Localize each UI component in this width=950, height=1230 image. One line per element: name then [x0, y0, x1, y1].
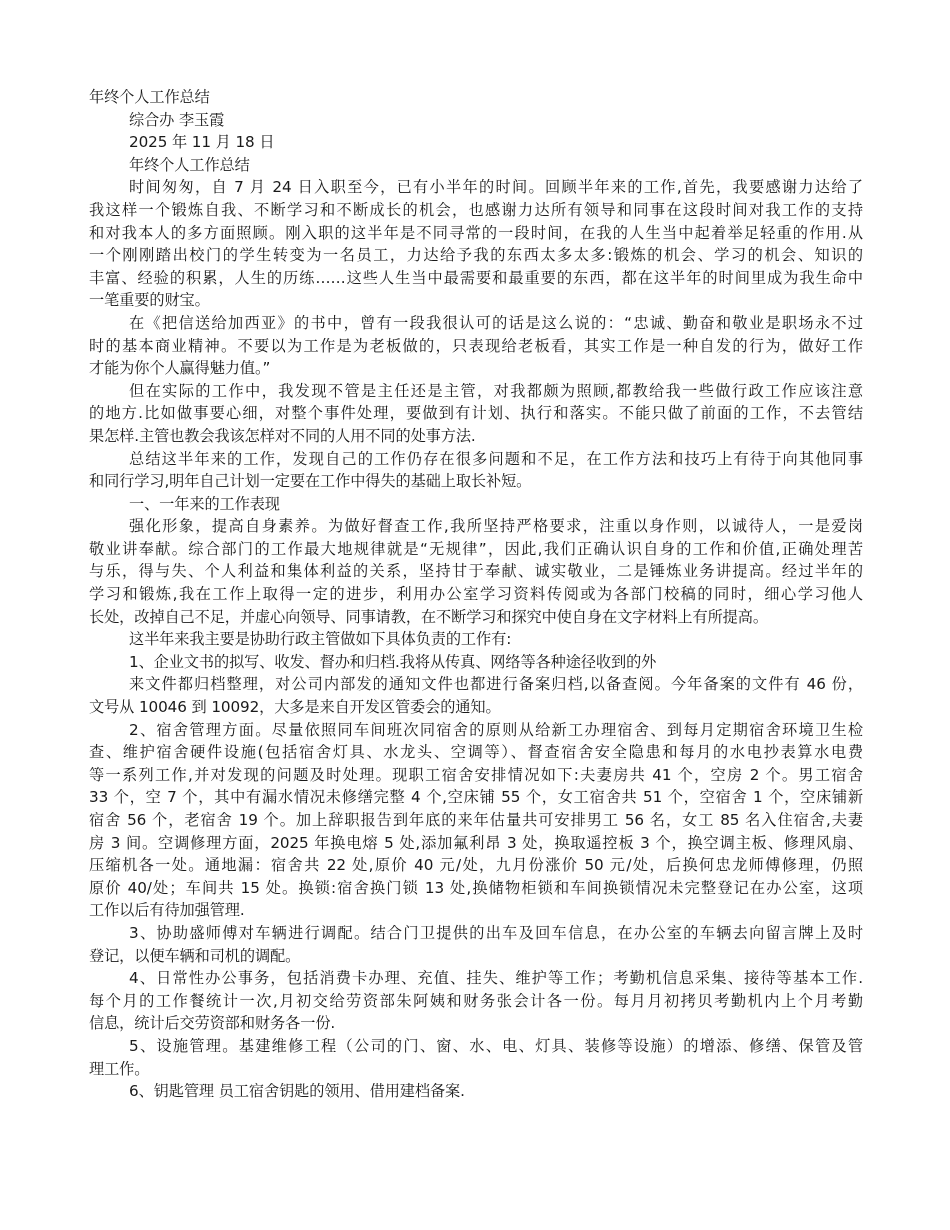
- paragraph-line: 房 3 间。空调修理方面，2025 年换电熔 5 处,添加氟利昂 3 处，换取遥控板 3 个，换空调主板、修理风扇、: [89, 833, 863, 852]
- paragraph-line: 和同行学习,明年自己计划一定要在工作中得失的基础上取长补短。: [89, 472, 532, 491]
- paragraph-line: 我这样一个锻炼自我、不断学习和不断成长的机会，也感谢力达所有领导和同事在这段时间对我工作的支持: [89, 200, 863, 219]
- body-text: [89, 176, 863, 1102]
- paragraph-line: 时的基本商业精神。不要以为工作是为老板做的，只表现给老板看，其实工作是一种自发的行为，做好工作: [89, 336, 863, 355]
- document-page: [89, 86, 863, 1103]
- paragraph-line: 长处，改掉自己不足，并虚心向领导、同事请教，在不断学习和探究中使自身在文字材料上有所提高。: [89, 607, 768, 626]
- document-title: 年终个人工作总结: [89, 88, 210, 106]
- paragraph-line: 原价 40/处；车间共 15 处。换锁:宿舍换门锁 13 处,换储物柜锁和车间换锁情况未完整登记在办公室，这项: [89, 878, 863, 897]
- paragraph-line: 压缩机各一处。通地漏：宿舍共 22 处,原价 40 元/处，九月份涨价 50 元/处，后换何忠龙师傅修理，仍照: [89, 856, 863, 875]
- paragraph-line: 每个月的工作餐统计一次,月初交给劳资部朱阿姨和财务张会计各一份。每月月初拷贝考勤机内上个月考勤: [89, 991, 863, 1010]
- paragraph-line: 5、设施管理。基建维修工程（公司的门、窗、水、电、灯具、装修等设施）的增添、修缮、保管及管: [129, 1036, 863, 1055]
- paragraph-line: 学习和锻炼,我在工作上取得一定的进步，利用办公室学习资料传阅或为各部门校稿的同时，细心学习他人: [89, 585, 863, 604]
- paragraph-line: 强化形象，提高自身素养。为做好督查工作,我所坚持严格要求，注重以身作则，以诚待人，一是爱岗: [129, 517, 863, 536]
- paragraph-line: 理工作。: [89, 1059, 150, 1078]
- paragraph-line: 1、企业文书的拟写、收发、督办和归档.我将从传真、网络等各种途径收到的外: [129, 652, 657, 671]
- section-heading: 年终个人工作总结: [129, 155, 250, 174]
- paragraph-line: 总结这半年来的工作，发现自己的工作仍存在很多问题和不足，在工作方法和技巧上有待于向其他同事: [129, 449, 863, 468]
- paragraph-line: 4、日常性办公事务，包括消费卡办理、充值、挂失、维护等工作；考勤机信息采集、接待等基本工作.: [129, 969, 863, 988]
- paragraph-line: 文号从 10046 到 10092，大多是来自开发区管委会的通知。: [89, 698, 501, 717]
- paragraph-line: 果怎样.主管也教会我该怎样对不同的人用不同的处事方法.: [89, 426, 476, 445]
- paragraph-line: 登记，以便车辆和司机的调配。: [89, 946, 301, 965]
- paragraph-line: 丰富、经验的积累，人生的历练……这些人生当中最需要和最重要的东西，都在这半年的时间里成为我生命中: [89, 268, 863, 287]
- paragraph-line: 一个刚刚踏出校门的学生转变为一名员工，力达给予我的东西太多太多:锻炼的机会、学习的机会、知识的: [89, 246, 863, 265]
- paragraph-line: 查、维护宿舍硬件设施(包括宿舍灯具、水龙头、空调等）、督查宿舍安全隐患和每月的水电抄表算水电费: [89, 743, 863, 762]
- paragraph-line: 等一系列工作,并对发现的问题及时处理。现职工宿舍安排情况如下:夫妻房共 41 个，空房 2 个。男工宿舍: [89, 765, 863, 784]
- paragraph-line: 敬业讲奉献。综合部门的工作最大地规律就是“无规律”，因此,我们正确认识自身的工作和价值,正确处理苦: [89, 539, 863, 558]
- date-line: 2025 年 11 月 18 日: [129, 133, 275, 152]
- paragraph-line: 一、一年来的工作表现: [129, 494, 280, 513]
- paragraph-line: 和对我本人的多方面照顾。刚入职的这半年是不同寻常的一段时间，在我的人生当中起着举足轻重的作用.从: [89, 223, 863, 242]
- paragraph-line: 时间匆匆，自 7 月 24 日入职至今，已有小半年的时间。回顾半年来的工作,首先，我要感谢力达给了: [129, 178, 863, 197]
- paragraph-line: 宿舍 56 个，老宿舍 19 个。加上辞职报告到年底的来年估量共可安排男工 56 名，女工 85 名入住宿舍,夫妻: [89, 811, 863, 829]
- paragraph-line: 6、钥匙管理 员工宿舍钥匙的领用、借用建档备案.: [129, 1082, 465, 1101]
- paragraph-line: 一笔重要的财宝。: [89, 291, 210, 310]
- paragraph-line: 工作以后有待加强管理.: [89, 901, 245, 920]
- paragraph-line: 33 个，空 7 个，其中有漏水情况未修缮完整 4 个,空床铺 55 个，女工宿舍共 51 个，空宿舍 1 个，空床铺新: [89, 788, 863, 807]
- paragraph-line: 这半年来我主要是协助行政主管做如下具体负责的工作有:: [129, 630, 512, 649]
- paragraph-line: 3、协助盛师傅对车辆进行调配。结合门卫提供的出车及回车信息，在办公室的车辆去向留言牌上及时: [129, 923, 863, 942]
- paragraph-line: 才能为你个人赢得魅力值。”: [89, 359, 271, 378]
- author-line: 综合办 李玉霞: [129, 110, 225, 129]
- paragraph-line: 但在实际的工作中，我发现不管是主任还是主管，对我都颇为照顾,都教给我一些做行政工作应该注意: [129, 381, 863, 400]
- paragraph-line: 在《把信送给加西亚》的书中，曾有一段我很认可的话是这么说的：“忠诚、勤奋和敬业是职场永不过: [129, 313, 863, 332]
- paragraph-line: 与乐，得与失、个人利益和集体利益的关系，坚持甘于奉献、诚实敬业，二是锤炼业务讲提高。经过半年的: [89, 562, 863, 581]
- paragraph-line: 的地方.比如做事要心细，对整个事件处理，要做到有计划、执行和落实。不能只做了前面的工作，不去管结: [89, 404, 863, 423]
- paragraph-line: 信息，统计后交劳资部和财务各一份.: [89, 1014, 336, 1033]
- paragraph-line: 2、宿舍管理方面。尽量依照同车间班次同宿舍的原则从给新工办理宿舍、到每月定期宿舍环境卫生检: [129, 720, 863, 739]
- paragraph-line: 来文件都归档整理，对公司内部发的通知文件也都进行备案归档,以备查阅。今年备案的文件有 46 份，: [129, 675, 863, 694]
